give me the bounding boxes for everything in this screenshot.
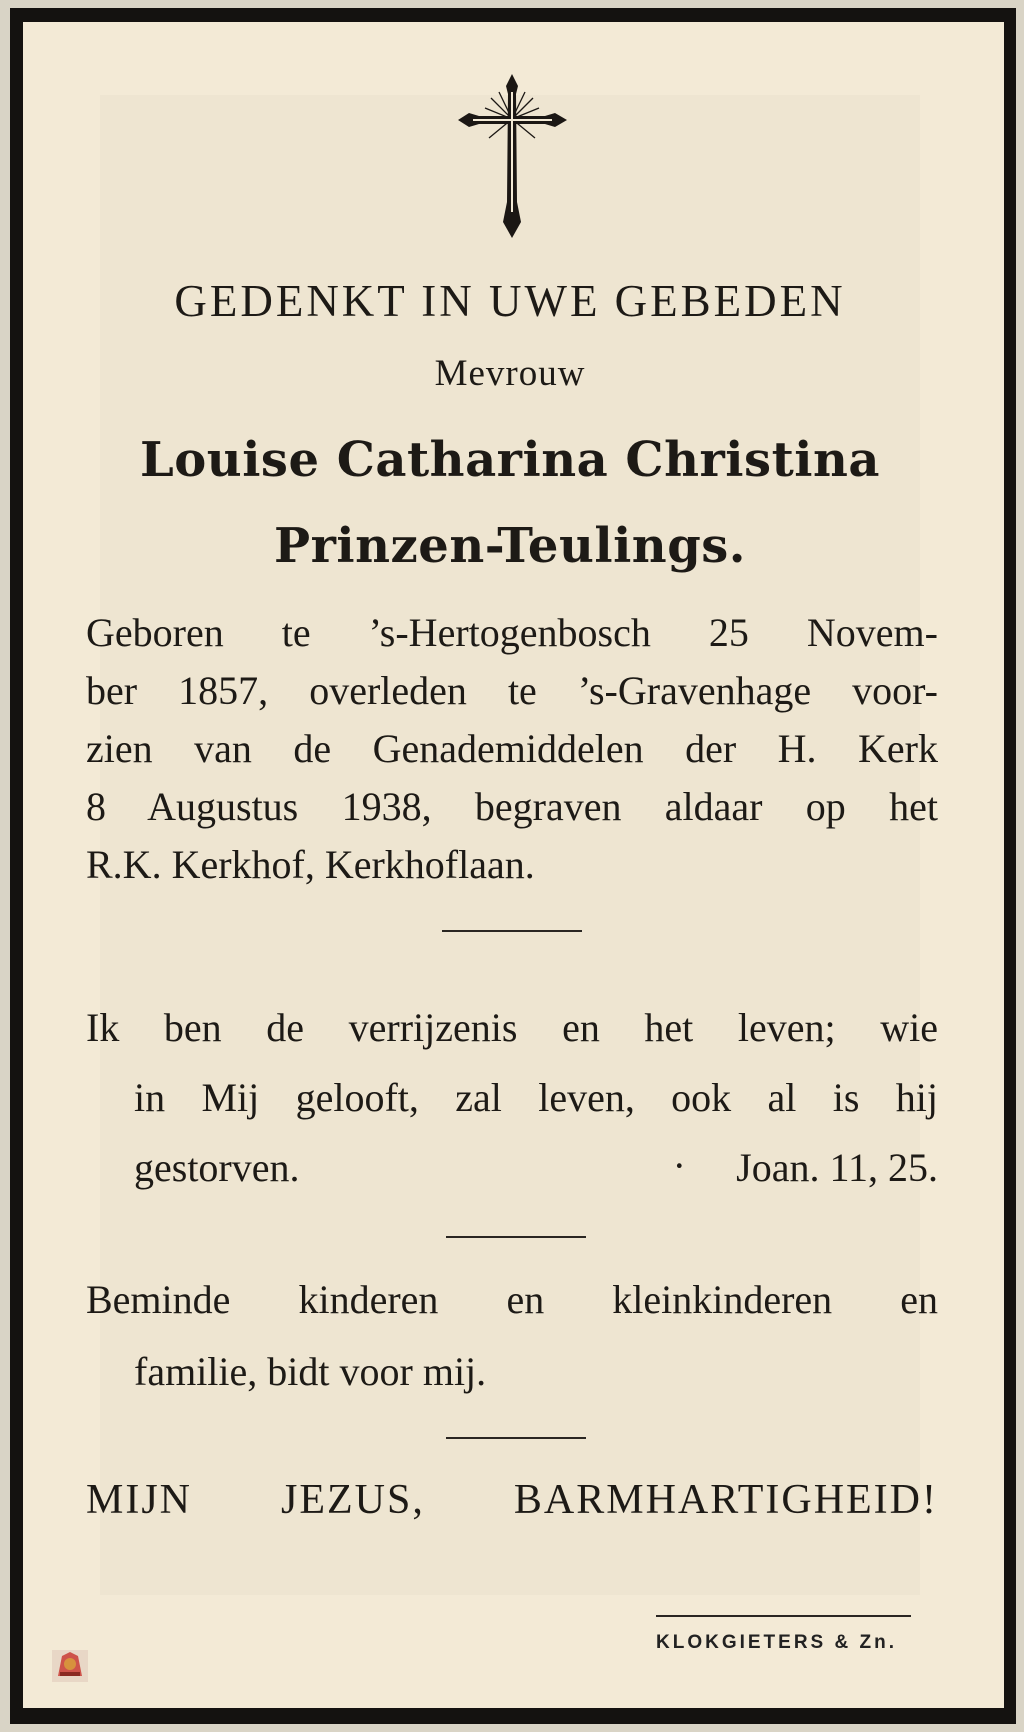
verse-text: in Mij gelooft, zal leven, ook al is hij bbox=[134, 1075, 938, 1120]
biography-line: zien van de Genademiddelen der H. Kerk bbox=[86, 726, 938, 771]
divider bbox=[446, 1236, 586, 1238]
biography bbox=[86, 604, 938, 894]
printer-rule bbox=[656, 1615, 911, 1617]
biography-line: R.K. Kerkhof, Kerkhoflaan. bbox=[86, 842, 535, 887]
bullet-dot: · bbox=[672, 1143, 686, 1188]
deceased-name-line2: Prinzen-Teulings. bbox=[274, 518, 746, 574]
heading: GEDENKT IN UWE GEBEDEN bbox=[174, 276, 846, 326]
verse-text: Ik ben de verrijzenis en het leven; wie bbox=[86, 1005, 938, 1050]
honorific: Mevrouw bbox=[434, 353, 586, 394]
biography-line: Geboren te ’s-Hertogenbosch 25 Novem- bbox=[86, 610, 938, 655]
seal-stamp-icon bbox=[50, 1646, 90, 1686]
verse-line1 bbox=[86, 1004, 938, 1051]
biography-line: 8 Augustus 1938, begraven aldaar op het bbox=[86, 784, 938, 829]
verse-line3 bbox=[134, 1144, 938, 1191]
deceased-name-line1: Louise Catharina Christina bbox=[140, 432, 880, 488]
family-line1 bbox=[86, 1276, 938, 1323]
verse-text: gestorven. bbox=[134, 1145, 300, 1190]
divider bbox=[442, 930, 582, 932]
divider bbox=[446, 1437, 586, 1439]
verse-line2 bbox=[134, 1074, 938, 1121]
cross-icon bbox=[455, 72, 570, 242]
printer-credit: KLOKGIETERS & Zn. bbox=[656, 1632, 897, 1653]
biography-line: ber 1857, overleden te ’s-Gravenhage voor- bbox=[86, 668, 938, 713]
family-line2: familie, bidt voor mij. bbox=[134, 1349, 487, 1394]
closing-prayer bbox=[86, 1476, 938, 1524]
closing-prayer-text: MIJN JEZUS, BARMHARTIGHEID! bbox=[86, 1477, 938, 1523]
family-text: Beminde kinderen en kleinkinderen en bbox=[86, 1277, 938, 1322]
verse-reference: Joan. 11, 25. bbox=[736, 1145, 938, 1190]
